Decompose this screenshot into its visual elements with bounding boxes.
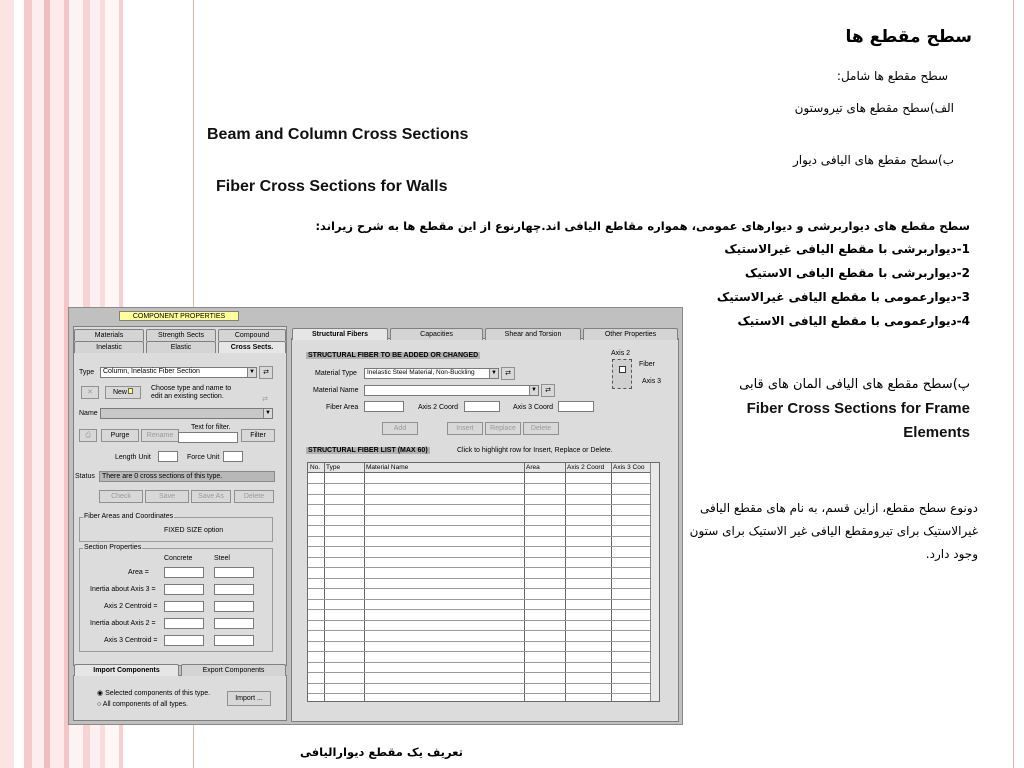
tab-export-components[interactable]: Export Components	[181, 664, 286, 676]
item-p-en-1: Fiber Cross Sections for Frame	[746, 400, 970, 417]
status-label: Status	[75, 473, 95, 480]
section-properties-group-title: Section Properties	[84, 544, 142, 551]
fixed-size-option: FIXED SIZE option	[164, 527, 224, 534]
fiber-areas-group-title: Fiber Areas and Coordinates	[84, 513, 174, 520]
table-column-header[interactable]: Material Name	[366, 464, 409, 471]
material-type-label: Material Type	[315, 370, 357, 377]
tab-compound[interactable]: Compound	[218, 329, 286, 341]
refresh-small-button[interactable]: ⇄	[262, 396, 268, 403]
axis2-coord-label: Axis 2 Coord	[418, 404, 459, 411]
table-row[interactable]	[308, 525, 659, 526]
fiber-area-label: Fiber Area	[326, 404, 359, 411]
table-row[interactable]	[308, 609, 659, 610]
table-row[interactable]	[308, 504, 659, 505]
axis3-diagram-label: Axis 3	[642, 378, 662, 385]
chevron-down-icon: ▼	[489, 369, 498, 378]
force-unit-input[interactable]	[223, 451, 243, 462]
delete-fiber-button[interactable]: Delete	[523, 422, 559, 435]
fiber-add-title: STRUCTURAL FIBER TO BE ADDED OR CHANGED	[308, 352, 479, 359]
table-column-header[interactable]: Axis 2 Coord	[567, 464, 605, 471]
prop-inertia3-label: Inertia about Axis 3 =	[90, 586, 156, 593]
concrete-header: Concrete	[164, 555, 193, 562]
import-button[interactable]: Import ...	[227, 691, 271, 706]
table-row[interactable]	[308, 536, 659, 537]
radio-all[interactable]	[97, 701, 188, 708]
chevron-down-icon: ▼	[247, 368, 256, 377]
save-as-button[interactable]: Save As	[191, 490, 231, 503]
prop-inertia2-label: Inertia about Axis 2 =	[90, 620, 156, 627]
tab-materials[interactable]: Materials	[74, 329, 144, 341]
refresh-button[interactable]: ⇄	[259, 366, 273, 379]
table-row[interactable]	[308, 641, 659, 642]
table-row[interactable]	[308, 494, 659, 495]
radio-selected-icon: ◉	[97, 690, 106, 697]
material-name-select[interactable]	[364, 385, 539, 396]
table-row[interactable]	[308, 683, 659, 684]
tab-capacities[interactable]: Capacities	[390, 328, 483, 340]
prop-axis3-centroid-label: Axis 3 Centroid =	[104, 637, 158, 644]
inertia2-steel-input[interactable]	[214, 618, 254, 629]
axis2-centroid-concrete-input[interactable]	[164, 601, 204, 612]
table-header	[308, 463, 659, 473]
prop-area-label: Area =	[128, 569, 149, 576]
section-properties-group	[79, 544, 273, 652]
material-name-label: Material Name	[313, 387, 359, 394]
replace-button[interactable]: Replace	[485, 422, 521, 435]
table-column-divider	[364, 463, 365, 701]
save-button[interactable]: Save	[145, 490, 189, 503]
axis3-coord-input[interactable]	[558, 401, 594, 412]
table-column-divider	[524, 463, 525, 701]
decor-line	[1013, 0, 1014, 768]
rename-button[interactable]: Rename	[141, 429, 179, 442]
table-row[interactable]	[308, 599, 659, 600]
fiber-dot-icon	[619, 366, 626, 373]
table-row[interactable]	[308, 620, 659, 621]
table-column-divider	[565, 463, 566, 701]
table-row[interactable]	[308, 578, 659, 579]
table-column-header[interactable]: No.	[310, 464, 321, 471]
printer-button[interactable]: ⎙	[79, 429, 97, 442]
add-button[interactable]: Add	[382, 422, 418, 435]
table-row[interactable]	[308, 588, 659, 589]
fiber-diagram-icon	[612, 359, 632, 389]
table-column-header[interactable]: Area	[526, 464, 540, 471]
wall-type-3: 3-دیوارعمومی با مقطع الیافی غیرالاستیک	[716, 290, 970, 304]
fiber-list-table[interactable]	[307, 462, 660, 702]
name-select[interactable]	[100, 408, 273, 419]
table-row[interactable]	[308, 662, 659, 663]
type-label: Type	[79, 369, 95, 376]
force-unit-label: Force Unit	[187, 454, 220, 461]
axis2-centroid-steel-input[interactable]	[214, 601, 254, 612]
wall-type-1: 1-دیواربرشی با مقطع الیافی غیرالاستیک	[724, 242, 970, 256]
steel-header: Steel	[214, 555, 230, 562]
radio-selected-label: Selected components of this type.	[105, 690, 211, 697]
wall-type-4: 4-دیوارعمومی با مقطع الیافی الاستیک	[737, 314, 970, 328]
type-select[interactable]	[100, 367, 257, 378]
type-value: Column, Inelastic Fiber Section	[103, 368, 200, 375]
table-column-divider	[611, 463, 612, 701]
chevron-down-icon: ▼	[263, 409, 272, 418]
material-name-refresh-button[interactable]: ⇄	[541, 384, 555, 397]
area-concrete-input[interactable]	[164, 567, 204, 578]
axis2-diagram-label: Axis 2	[611, 350, 631, 357]
material-type-select[interactable]	[364, 368, 499, 379]
item-b-en: Fiber Cross Sections for Walls	[216, 178, 448, 195]
item-p: پ)سطح مقطع های الیافی المان های قابی	[739, 377, 970, 392]
area-steel-input[interactable]	[214, 567, 254, 578]
table-row[interactable]	[308, 630, 659, 631]
radio-empty-icon: ○	[97, 701, 103, 708]
intro-text: سطح مقطع ها شامل:	[836, 69, 948, 83]
new-label: New	[112, 389, 127, 396]
prop-axis2-centroid-label: Axis 2 Centroid =	[104, 603, 158, 610]
tab-import-components[interactable]: Import Components	[74, 664, 179, 676]
filter-input[interactable]	[178, 432, 238, 443]
fiber-areas-group	[79, 513, 273, 542]
status-text: There are 0 cross sections of this type.	[99, 471, 275, 482]
purge-button[interactable]: Purge	[101, 429, 139, 442]
item-b: ب)سطح مقطع های الیافی دیوار	[792, 153, 954, 167]
table-column-header[interactable]: Axis 3 Coo	[613, 464, 645, 471]
inertia3-steel-input[interactable]	[214, 584, 254, 595]
table-row[interactable]	[308, 651, 659, 652]
decor-stripe	[50, 0, 64, 768]
radio-all-label: All components of all types.	[102, 701, 189, 708]
wall-type-2: 2-دیواربرشی با مقطع الیافی الاستیک	[744, 266, 970, 280]
tab-other-properties[interactable]: Other Properties	[583, 328, 678, 340]
wall-description: سطح مقطع های دیواربرشی و دیوارهای عمومی، همواره مقاطع الیافی اند.چهارنوع از این مقطع ها به شرح زیراند:	[315, 219, 970, 233]
length-unit-label: Length Unit	[115, 454, 151, 461]
new-doc-icon	[128, 388, 133, 394]
item-a: الف)سطح مقطع های تیروستون	[794, 101, 954, 115]
table-scrollbar[interactable]	[650, 463, 659, 701]
table-row[interactable]	[308, 483, 659, 484]
axis3-centroid-steel-input[interactable]	[214, 635, 254, 646]
tab-inelastic[interactable]: Inelastic	[74, 341, 144, 353]
table-row[interactable]	[308, 515, 659, 516]
table-row[interactable]	[308, 672, 659, 673]
chevron-down-icon: ▼	[529, 386, 538, 395]
axis2-coord-input[interactable]	[464, 401, 500, 412]
dialog-title-tab: COMPONENT PROPERTIES	[119, 311, 239, 321]
filter-hint: Text for filter.	[191, 424, 231, 431]
table-column-divider	[324, 463, 325, 701]
name-label: Name	[79, 410, 98, 417]
cancel-x-button[interactable]: ✕	[81, 386, 99, 399]
tab-elastic[interactable]: Elastic	[146, 341, 216, 353]
tab-structural-fibers[interactable]: Structural Fibers	[292, 328, 388, 340]
new-button[interactable]	[105, 386, 141, 399]
fiber-list-hint: Click to highlight row for Insert, Replace or Delete.	[457, 447, 613, 454]
decor-stripe	[24, 0, 32, 768]
material-refresh-button[interactable]: ⇄	[501, 367, 515, 380]
table-row[interactable]	[308, 693, 659, 694]
delete-button[interactable]: Delete	[234, 490, 274, 503]
component-properties-dialog	[68, 307, 683, 725]
inertia3-concrete-input[interactable]	[164, 584, 204, 595]
frame-description: دونوع سطح مقطع، ازاین قسم، به نام های مقطع الیافی غیرالاستیک برای تیرومقطع الیافی غیر الاستیک برای ستون وجود دارد.	[689, 501, 978, 561]
length-unit-input[interactable]	[158, 451, 178, 462]
insert-button[interactable]: Insert	[447, 422, 483, 435]
material-type-value: Inelastic Steel Material, Non-Buckling	[367, 369, 475, 376]
table-row[interactable]	[308, 567, 659, 568]
slide-title: سطح مقطع ها	[845, 27, 972, 47]
decor-stripe	[32, 0, 44, 768]
tab-cross-sects[interactable]: Cross Sects.	[218, 341, 286, 353]
decor-stripe	[0, 0, 14, 768]
table-column-header[interactable]: Type	[326, 464, 341, 471]
tab-strength-sects[interactable]: Strength Sects	[146, 329, 216, 341]
item-a-en: Beam and Column Cross Sections	[207, 126, 469, 143]
fiber-area-input[interactable]	[364, 401, 404, 412]
choose-hint: Choose type and name to edit an existing section.	[151, 385, 232, 400]
filter-button[interactable]: Filter	[241, 429, 275, 442]
figure-caption: تعریف یک مقطع دیوارالیافی	[300, 745, 463, 759]
axis3-centroid-concrete-input[interactable]	[164, 635, 204, 646]
table-row[interactable]	[308, 546, 659, 547]
check-button[interactable]: Check	[99, 490, 143, 503]
decor-stripe	[14, 0, 24, 768]
fiber-list-title: STRUCTURAL FIBER LIST (MAX 60)	[308, 447, 428, 454]
radio-selected[interactable]	[97, 689, 210, 697]
axis3-coord-label: Axis 3 Coord	[513, 404, 554, 411]
fiber-diagram-label: Fiber	[639, 361, 655, 368]
table-row[interactable]	[308, 557, 659, 558]
tab-shear-torsion[interactable]: Shear and Torsion	[485, 328, 581, 340]
item-p-en-2: Elements	[903, 424, 970, 441]
inertia2-concrete-input[interactable]	[164, 618, 204, 629]
